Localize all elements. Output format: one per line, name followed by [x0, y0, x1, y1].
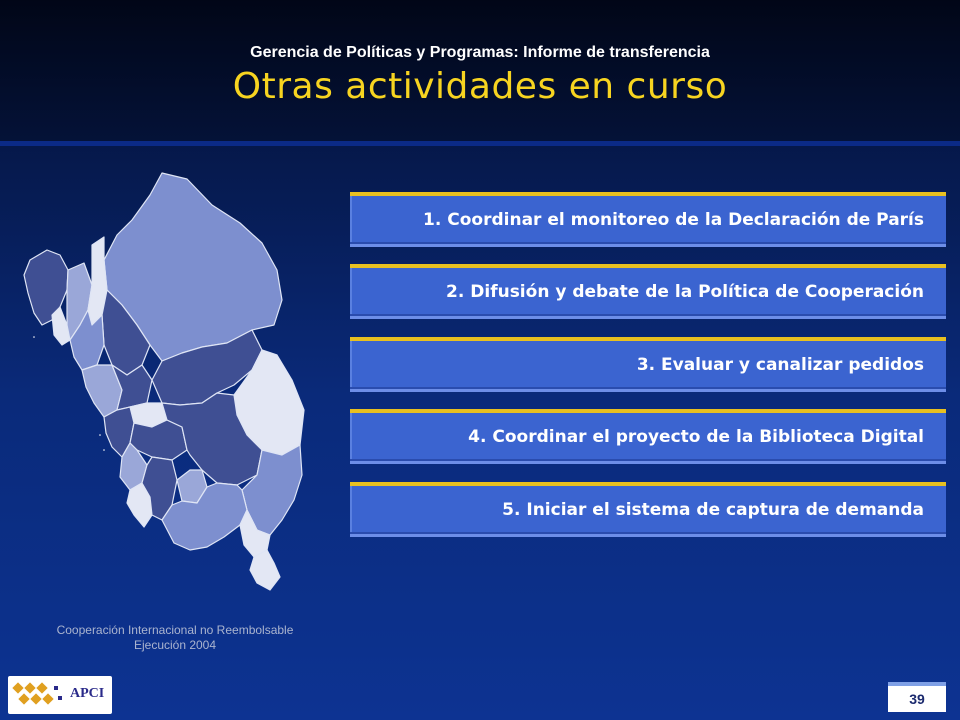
slide-title: Otras actividades en curso — [232, 66, 728, 107]
activity-item-1: 1. Coordinar el monitoreo de la Declaración de París — [350, 192, 946, 244]
activity-item-4: 4. Coordinar el proyecto de la Biblioteca Digital — [350, 409, 946, 461]
header-divider — [0, 141, 960, 146]
map-caption — [30, 623, 320, 653]
apci-logo-text: APCI — [70, 686, 105, 701]
activity-item-5: 5. Iniciar el sistema de captura de demanda — [350, 482, 946, 534]
activity-item-3: 3. Evaluar y canalizar pedidos — [350, 337, 946, 389]
activity-item-2: 2. Difusión y debate de la Política de Cooperación — [350, 264, 946, 316]
slide-subtitle: Gerencia de Políticas y Programas: Informe de transferencia — [250, 44, 710, 61]
apci-logo — [8, 676, 112, 714]
map-caption-line1: Cooperación Internacional no Reembolsable — [56, 623, 294, 637]
apci-logo-icon — [12, 680, 68, 710]
page-number: 39 — [888, 682, 946, 712]
map-caption-line2: Ejecución 2004 — [133, 638, 217, 652]
peru-map-icon — [12, 165, 312, 605]
